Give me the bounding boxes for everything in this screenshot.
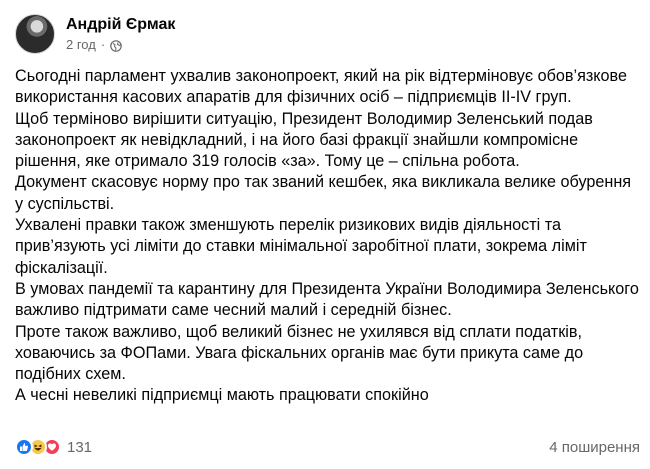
post-footer (15, 436, 640, 458)
post-paragraph: Проте також важливо, щоб великий бізнес не ухилявся від сплати податків, ховаючись за ФОПами. Увага фіскальних органів має бути прикута саме до подібних схем. (15, 322, 584, 384)
post-timestamp[interactable]: 2 год (66, 36, 96, 52)
post-paragraph: Щоб терміново вирішити ситуацію, Президент Володимир Зеленський подав законопроект як невідкладний, і на його базі фракції знайшли компромісне рішення, яке отримало 319 голосів «за». Тому це – спільна робота. (15, 109, 593, 171)
post-paragraph: Сьогодні парламент ухвалив законопроект, який на рік відтерміновує обов’язкове використання касових апаратів для фізичних осіб – підприємців ІІ-IV груп. (15, 67, 627, 107)
author-name[interactable]: Андрій Єрмак (66, 15, 176, 33)
post-paragraph: Ухвалені правки також зменшують перелік ризикових видів діяльності та прив’язують усі ліміти до ставки мінімальної заробітної плати, зокрема ліміт фіскалізації. (15, 216, 587, 277)
globe-icon[interactable] (110, 39, 122, 51)
separator-dot: · (100, 36, 106, 52)
like-icon (15, 438, 33, 456)
post-paragraph: В умовах пандемії та карантину для Президента України Володимира Зеленського важливо підтримати саме чесний малий і середній бізнес. (15, 279, 639, 320)
reaction-count: 131 (67, 438, 93, 456)
post-header (15, 10, 175, 58)
reactions-summary[interactable] (15, 438, 92, 456)
post-paragraph: А чесні невеликі підприємці мають працювати спокійно (15, 386, 429, 405)
post-body (15, 66, 640, 407)
shares-count[interactable]: 4 поширення (549, 438, 640, 456)
post-subline (66, 36, 175, 54)
post-meta (66, 15, 175, 54)
avatar[interactable] (15, 14, 55, 54)
post-paragraph: Документ скасовує норму про так званий кешбек, яка викликала велике обурення у суспільстві. (15, 173, 632, 213)
